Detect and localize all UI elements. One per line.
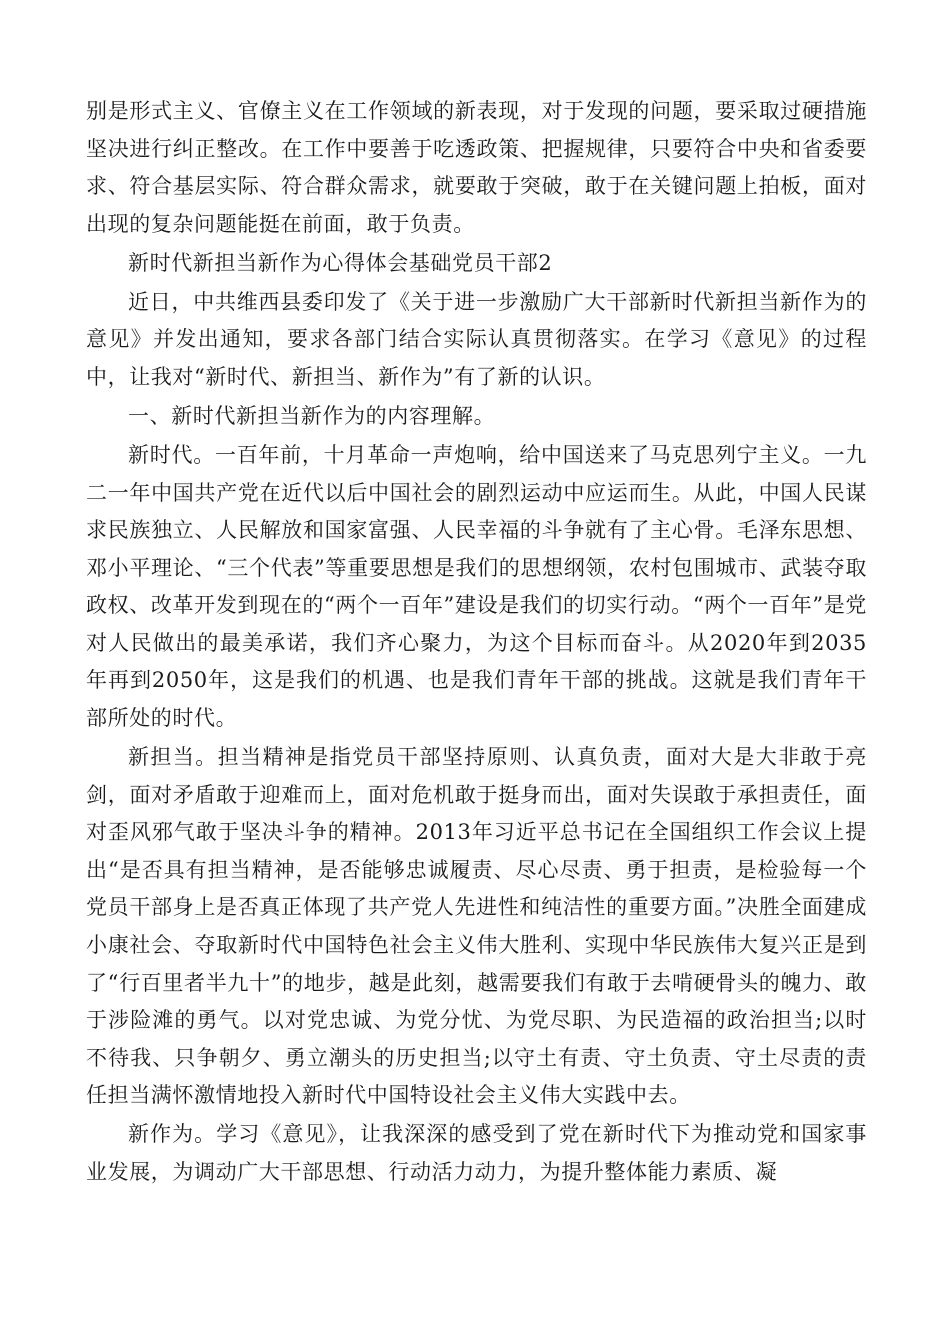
body-paragraph-new-action: 新作为。学习《意见》，让我深深的感受到了党在新时代下为推动党和国家事业发展，为调动广大干部思想、行动活力动力，为提升整体能力素质、凝 [86, 1122, 867, 1184]
body-paragraph-intro: 近日，中共维西县委印发了《关于进一步激励广大干部新时代新担当新作为的意见》并发出通知，要求各部门结合实际认真贯彻落实。在学习《意见》的过程中，让我对“新时代、新担当、新作为”有了新的认识。 [86, 289, 867, 389]
body-paragraph-new-era: 新时代。一百年前，十月革命一声炮响，给中国送来了马克思列宁主义。一九二一年中国共产党在近代以后中国社会的剧烈运动中应运而生。从此，中国人民谋求民族独立、人民解放和国家富强、人民幸福的斗争就有了主心骨。毛泽东思想、邓小平理论、“三个代表”等重要思想是我们的思想纲领，农村包围城市、武装夺取政权、改革开发到现在的“两个一百年”建设是我们的切实行动。“两个一百年”是党对人民做出的最美承诺，我们齐心聚力，为这个目标而奋斗。从2020年到2035年再到2050年，这是我们的机遇、也是我们青年干部的挑战。这就是我们青年干部所处的时代。 [86, 442, 867, 731]
subheading: 一、新时代新担当新作为的内容理解。 [128, 403, 496, 428]
section-title: 新时代新担当新作为心得体会基础党员干部2 [128, 250, 553, 275]
body-paragraph-continued: 别是形式主义、官僚主义在工作领域的新表现，对于发现的问题，要采取过硬措施坚决进行纠正整改。在工作中要善于吃透政策、把握规律，只要符合中央和省委要求、符合基层实际、符合群众需求，就要敢于突破，敢于在关键问题上拍板，面对出现的复杂问题能挺在前面，敢于负责。 [86, 99, 867, 236]
body-paragraph-new-responsibility: 新担当。担当精神是指党员干部坚持原则、认真负责，面对大是大非敢于亮剑，面对矛盾敢于迎难而上，面对危机敢于挺身而出，面对失误敢于承担责任，面对歪风邪气敢于坚决斗争的精神。2013年习近平总书记在全国组织工作会议上提出“是否具有担当精神，是否能够忠诚履责、尽心尽责、勇于担责，是检验每一个党员干部身上是否真正体现了共产党人先进性和纯洁性的重要方面。”决胜全面建成小康社会、夺取新时代中国特色社会主义伟大胜利、实现中华民族伟大复兴正是到了“行百里者半九十”的地步，越是此刻，越需要我们有敢于去啃硬骨头的魄力、敢于涉险滩的勇气。以对党忠诚、为党分忧、为党尽职、为民造福的政治担当;以时不待我、只争朝夕、勇立潮头的历史担当;以守土有责、守土负责、守土尽责的责任担当满怀激情地投入新时代中国特设社会主义伟大实践中去。 [86, 745, 867, 1108]
